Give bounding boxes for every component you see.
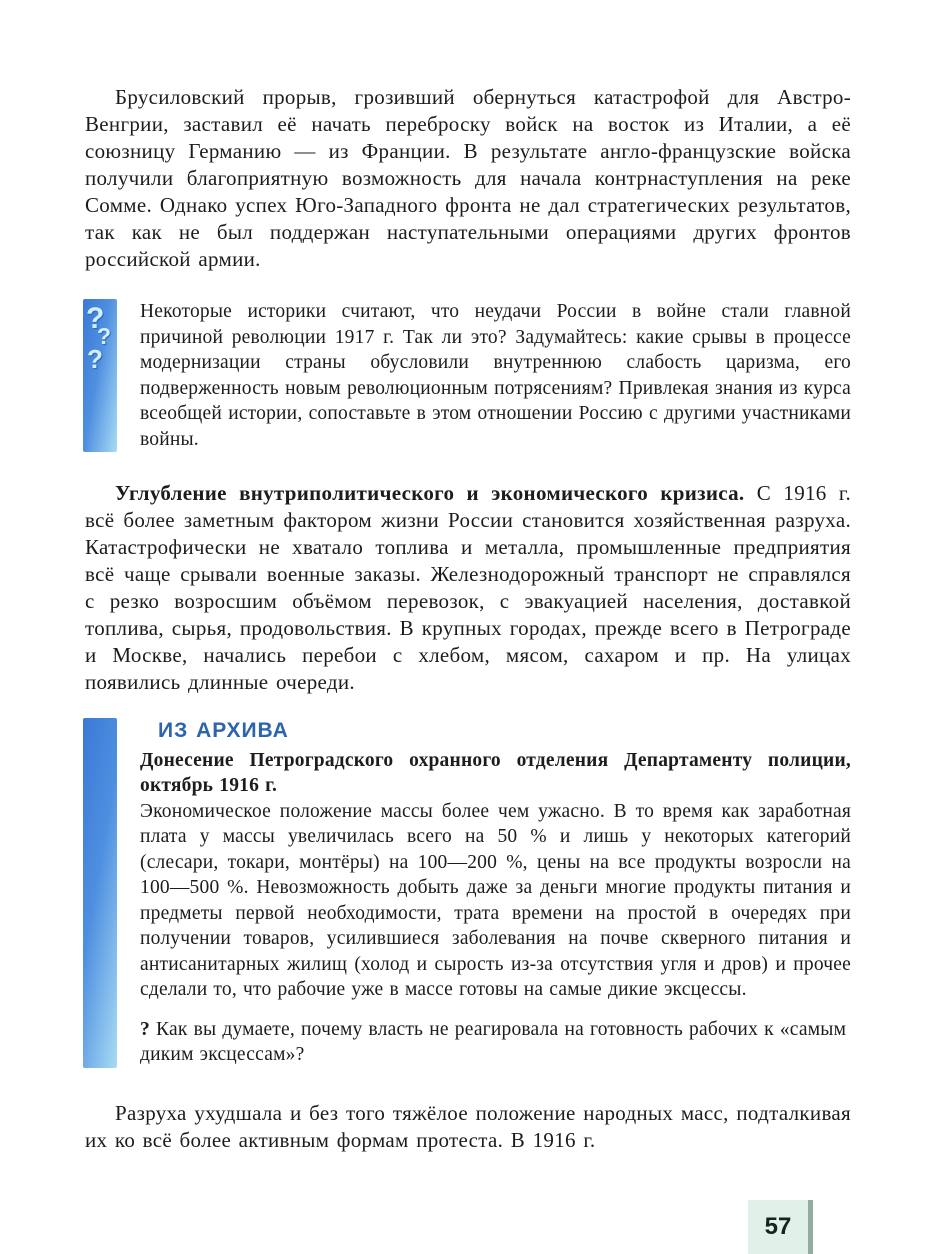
text-column — [85, 84, 851, 1154]
paragraph-crisis-text: С 1916 г. всё более заметным фактором жизни России становится хозяйственная разруха. Катастрофически не хватало топлива и металла, промышленные предприятия всё чаще срывали военные заказы. Железнодорожный транспорт не справлялся с резко возросшим объёмом перевозок, с эвакуацией населения, доставкой топлива, сырья, продовольствия. В крупных городах, прежде всего в Петрограде и Москве, начались перебои с хлебом, мясом, сахаром и пр. На улицах появились длинные очереди. — [85, 481, 852, 694]
archive-heading: ИЗ АРХИВА — [158, 719, 289, 742]
question-mark-icon: ? — [86, 302, 105, 335]
question-block-text: Некоторые историки считают, что неудачи России в войне стали главной причиной революции 1917 г. Так ли это? Задумайтесь: какие срывы в процессе модернизации страны обусловили внутреннюю слабость царизма, его подверженность новым революционным потрясениям? Привлекая знания из курса всеобщей истории, сопоставьте в этом отношении Россию с другими участниками войны. — [140, 301, 851, 450]
archive-bar — [83, 718, 117, 1068]
paragraph-brusilov-offensive: Брусиловский прорыв, грозивший обернуться катастрофой для Австро-Венгрии, заставил её начать переброску войск на восток из Италии, а её союзницу Германию — из Франции. В результате англо-французские войска получили благоприятную возможность для начала контрнаступления на реке Сомме. Однако успех Юго-Западного фронта не дал стратегических результатов, так как не был поддержан наступательными операциями других фронтов российской армии. — [85, 85, 851, 271]
question-marks-icon — [83, 299, 117, 452]
archive-question — [140, 1017, 851, 1068]
question-block — [83, 299, 851, 452]
archive-block — [83, 718, 851, 1068]
archive-body-text: Экономическое положение массы более чем ужасно. В то время как заработная плата у массы увеличилась всего на 50 % и лишь у некоторых категорий (слесари, токари, монтёры) на 100—200 %, цены на все продукты возросли на 100—500 %. Невозможность добыть даже за деньги многие продукты питания и предметы первой необходимости, трата времени на простой в очередях при получении товаров, усилившиеся заболевания на почве скверного питания и антисанитарных жилищ (холод и сырость из-за отсутствия угля и дров) и прочее сделали то, что рабочие уже в массе готовы на самые дикие эксцессы. — [140, 800, 851, 1000]
page-number: 57 — [764, 1213, 792, 1240]
section-lead-heading: Углубление внутриполитического и экономического кризиса. — [115, 481, 757, 505]
archive-question-mark: ? — [140, 1018, 157, 1040]
page-number-tab — [748, 1200, 813, 1254]
question-mark-icon: ? — [97, 323, 112, 349]
archive-subheading: Донесение Петроградского охранного отделения Департаменту полиции, октябрь 1916 г. — [140, 749, 851, 796]
paragraph-devastation: Разруха ухудшала и без того тяжёлое положение народных масс, подталкивая их ко всё более активным формам протеста. В 1916 г. — [85, 1100, 851, 1152]
question-mark-icon: ? — [87, 344, 103, 374]
paragraph-crisis — [85, 480, 851, 696]
archive-question-text: Как вы думаете, почему власть не реагировала на готовность рабочих к «самым диким эксцессам»? — [140, 1018, 847, 1065]
archive-content — [140, 718, 851, 1068]
